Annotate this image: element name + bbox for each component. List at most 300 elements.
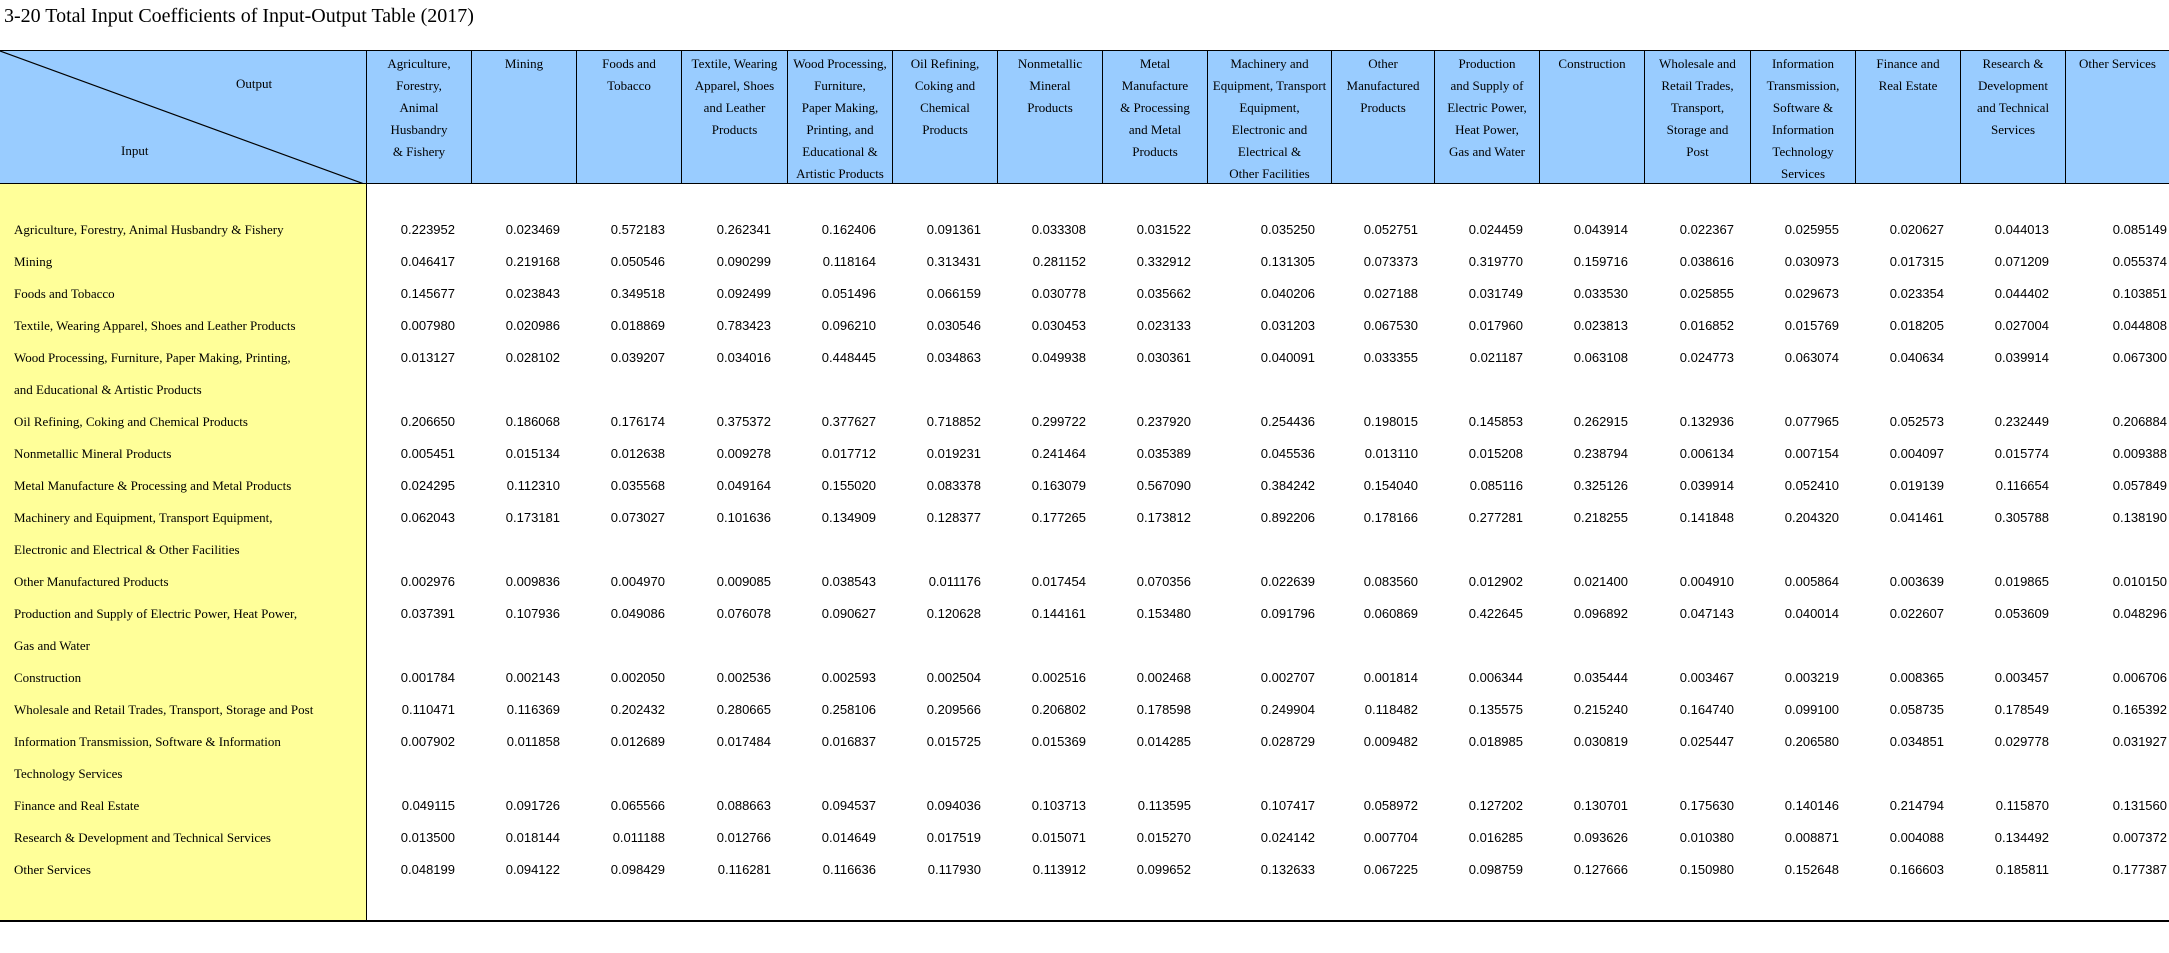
- table-cell: 0.040634: [1889, 350, 1944, 365]
- row-label: Electronic and Electrical & Other Facilities: [14, 542, 240, 557]
- table-cell: 0.025855: [1679, 286, 1734, 301]
- table-cell: 0.219168: [505, 254, 560, 269]
- table-cell: 0.002536: [716, 670, 771, 685]
- table-cell: 0.016852: [1679, 318, 1734, 333]
- table-cell: 0.017454: [1031, 574, 1086, 589]
- table-cell: 0.091726: [505, 798, 560, 813]
- table-cell: 0.022607: [1889, 606, 1944, 621]
- table-cell: 0.031203: [1260, 318, 1315, 333]
- table-cell: 0.020986: [505, 318, 560, 333]
- table-cell: 0.110471: [401, 702, 455, 717]
- table-cell: 0.013110: [1364, 446, 1418, 461]
- table-cell: 0.044013: [1994, 222, 2049, 237]
- table-cell: 0.091361: [926, 222, 981, 237]
- table-cell: 0.046417: [400, 254, 455, 269]
- table-cell: 0.055374: [2112, 254, 2167, 269]
- column-header: Other Services: [2079, 56, 2156, 71]
- corner-cell: [0, 51, 367, 183]
- table-cell: 0.892206: [1260, 510, 1315, 525]
- table-cell: 0.083378: [926, 478, 981, 493]
- table-cell: 0.009085: [716, 574, 771, 589]
- table-cell: 0.150980: [1679, 862, 1734, 877]
- table-cell: 0.015134: [505, 446, 560, 461]
- table-cell: 0.049164: [716, 478, 771, 493]
- table-cell: 0.029778: [1994, 734, 2049, 749]
- table-cell: 0.033530: [1573, 286, 1628, 301]
- table-cell: 0.145853: [1468, 414, 1523, 429]
- table-cell: 0.050546: [610, 254, 665, 269]
- column-header: Agriculture, Forestry, Animal Husbandry & Fishery: [367, 51, 472, 183]
- table-cell: 0.031927: [2112, 734, 2167, 749]
- row-label: Mining: [14, 254, 53, 269]
- table-cell: 0.178166: [1363, 510, 1418, 525]
- table-cell: 0.281152: [1032, 254, 1086, 269]
- table-cell: 0.053609: [1994, 606, 2049, 621]
- table-cell: 0.025447: [1679, 734, 1734, 749]
- table-cell: 0.043914: [1573, 222, 1628, 237]
- table-cell: 0.572183: [610, 222, 665, 237]
- table-cell: 0.015270: [1136, 830, 1191, 845]
- table-cell: 0.002593: [821, 670, 876, 685]
- table-cell: 0.002707: [1260, 670, 1315, 685]
- table-cell: 0.021400: [1573, 574, 1628, 589]
- table-cell: 0.012638: [610, 446, 665, 461]
- table-cell: 0.022639: [1260, 574, 1315, 589]
- table-cell: 0.006344: [1468, 670, 1523, 685]
- table-cell: 0.030778: [1031, 286, 1086, 301]
- table-cell: 0.090627: [821, 606, 876, 621]
- table-cell: 0.031522: [1136, 222, 1191, 237]
- table-cell: 0.164740: [1679, 702, 1734, 717]
- table-cell: 0.057849: [2112, 478, 2167, 493]
- table-cell: 0.018985: [1468, 734, 1523, 749]
- table-cell: 0.070356: [1136, 574, 1191, 589]
- row-label: Gas and Water: [14, 638, 90, 653]
- table-cell: 0.014285: [1136, 734, 1191, 749]
- table-cell: 0.015071: [1031, 830, 1086, 845]
- table-cell: 0.051496: [821, 286, 876, 301]
- table-cell: 0.023133: [1136, 318, 1191, 333]
- table-cell: 0.004970: [610, 574, 665, 589]
- table-cell: 0.015208: [1468, 446, 1523, 461]
- table-cell: 0.254436: [1260, 414, 1315, 429]
- table-cell: 0.204320: [1784, 510, 1839, 525]
- table-cell: 0.132936: [1679, 414, 1734, 429]
- table-cell: 0.094036: [926, 798, 981, 813]
- table-cell: 0.186068: [505, 414, 560, 429]
- table-cell: 0.016285: [1468, 830, 1523, 845]
- table-cell: 0.030819: [1573, 734, 1628, 749]
- table-cell: 0.040091: [1260, 350, 1315, 365]
- table-cell: 0.017519: [926, 830, 981, 845]
- table-cell: 0.206650: [400, 414, 455, 429]
- table-cell: 0.023469: [505, 222, 560, 237]
- column-header-band: [0, 50, 2169, 184]
- table-cell: 0.198015: [1363, 414, 1418, 429]
- table-cell: 0.131305: [1260, 254, 1315, 269]
- table-cell: 0.037391: [400, 606, 455, 621]
- table-cell: 0.093626: [1573, 830, 1628, 845]
- row-label: Metal Manufacture & Processing and Metal Products: [14, 478, 292, 493]
- table-cell: 0.012766: [716, 830, 771, 845]
- table-cell: 0.202432: [610, 702, 665, 717]
- table-cell: 0.076078: [716, 606, 771, 621]
- table-cell: 0.206580: [1784, 734, 1839, 749]
- table-cell: 0.116654: [1995, 478, 2049, 493]
- table-cell: 0.041461: [1889, 510, 1944, 525]
- table-cell: 0.113595: [1137, 798, 1191, 813]
- table-cell: 0.024295: [400, 478, 455, 493]
- table-cell: 0.116281: [717, 862, 771, 877]
- table-cell: 0.131560: [2112, 798, 2167, 813]
- table-cell: 0.120628: [926, 606, 981, 621]
- table-cell: 0.011188: [612, 830, 665, 845]
- table-cell: 0.044402: [1994, 286, 2049, 301]
- table-cell: 0.141848: [1679, 510, 1734, 525]
- table-cell: 0.325126: [1573, 478, 1628, 493]
- table-cell: 0.009482: [1363, 734, 1418, 749]
- table-cell: 0.017712: [821, 446, 876, 461]
- table-cell: 0.096210: [821, 318, 876, 333]
- table-cell: 0.001784: [400, 670, 455, 685]
- table-cell: 0.118164: [822, 254, 876, 269]
- table-cell: 0.384242: [1260, 478, 1315, 493]
- table-cell: 0.085116: [1469, 478, 1523, 493]
- table-cell: 0.262915: [1573, 414, 1628, 429]
- table-cell: 0.039207: [610, 350, 665, 365]
- table-cell: 0.185811: [1995, 862, 2049, 877]
- table-cell: 0.162406: [821, 222, 876, 237]
- table-cell: 0.299722: [1031, 414, 1086, 429]
- table-cell: 0.127202: [1468, 798, 1523, 813]
- table-cell: 0.280665: [716, 702, 771, 717]
- output-axis-label: Output: [236, 76, 273, 91]
- column-header: Wholesale and Retail Trades, Transport, Storage and Post: [1645, 51, 1751, 183]
- table-cell: 0.206884: [2112, 414, 2167, 429]
- table-cell: 0.017484: [716, 734, 771, 749]
- table-cell: 0.077965: [1784, 414, 1839, 429]
- table-cell: 0.173181: [505, 510, 560, 525]
- table-cell: 0.313431: [926, 254, 981, 269]
- table-cell: 0.028729: [1260, 734, 1315, 749]
- column-header: Textile, Wearing Apparel, Shoes and Leather Products: [682, 51, 788, 183]
- table-cell: 0.012689: [610, 734, 665, 749]
- table-cell: 0.332912: [1136, 254, 1191, 269]
- column-header: Research & Development and Technical Services: [1961, 51, 2066, 183]
- table-cell: 0.258106: [821, 702, 876, 717]
- table-cell: 0.098759: [1468, 862, 1523, 877]
- table-cell: 0.098429: [610, 862, 665, 877]
- table-cell: 0.048199: [400, 862, 455, 877]
- table-cell: 0.154040: [1363, 478, 1418, 493]
- table-cell: 0.117930: [927, 862, 981, 877]
- table-cell: 0.019865: [1994, 574, 2049, 589]
- table-cell: 0.034851: [1889, 734, 1944, 749]
- table-cell: 0.067225: [1363, 862, 1418, 877]
- table-cell: 0.134909: [821, 510, 876, 525]
- table-cell: 0.238794: [1573, 446, 1628, 461]
- table-cell: 0.016837: [821, 734, 876, 749]
- table-cell: 0.062043: [400, 510, 455, 525]
- table-cell: 0.088663: [716, 798, 771, 813]
- column-header: Oil Refining, Coking and Chemical Products: [893, 51, 998, 183]
- row-label: Production and Supply of Electric Power, Heat Power,: [14, 606, 298, 621]
- table-cell: 0.178549: [1994, 702, 2049, 717]
- table-cell: 0.022367: [1679, 222, 1734, 237]
- column-header: Nonmetallic Mineral Products: [998, 51, 1103, 183]
- table-cell: 0.115870: [1995, 798, 2049, 813]
- table-cell: 0.006134: [1679, 446, 1734, 461]
- table-cell: 0.034016: [716, 350, 771, 365]
- table-cell: 0.007902: [400, 734, 455, 749]
- row-label: Foods and Tobacco: [14, 286, 115, 301]
- row-label: Machinery and Equipment, Transport Equipment,: [14, 510, 273, 525]
- table-cell: 0.144161: [1031, 606, 1086, 621]
- table-cell: 0.028102: [505, 350, 560, 365]
- table-cell: 0.001814: [1363, 670, 1418, 685]
- table-cell: 0.163079: [1031, 478, 1086, 493]
- table-cell: 0.422645: [1468, 606, 1523, 621]
- table-cell: 0.377627: [821, 414, 876, 429]
- table-cell: 0.038543: [821, 574, 876, 589]
- table-cell: 0.005864: [1784, 574, 1839, 589]
- table-cell: 0.008365: [1889, 670, 1944, 685]
- table-cell: 0.031749: [1468, 286, 1523, 301]
- table-cell: 0.030546: [926, 318, 981, 333]
- table-cell: 0.113912: [1032, 862, 1086, 877]
- table-cell: 0.134492: [1994, 830, 2049, 845]
- table-cell: 0.007372: [2112, 830, 2167, 845]
- table-cell: 0.002504: [926, 670, 981, 685]
- table-cell: 0.030453: [1031, 318, 1086, 333]
- column-header: Finance and Real Estate: [1856, 51, 1961, 183]
- table-cell: 0.177265: [1031, 510, 1086, 525]
- table-cell: 0.027188: [1363, 286, 1418, 301]
- table-cell: 0.178598: [1136, 702, 1191, 717]
- table-cell: 0.009278: [716, 446, 771, 461]
- table-cell: 0.118482: [1364, 702, 1418, 717]
- table-cell: 0.023843: [505, 286, 560, 301]
- table-cell: 0.025955: [1784, 222, 1839, 237]
- table-cell: 0.023813: [1573, 318, 1628, 333]
- table-cell: 0.103851: [2112, 286, 2167, 301]
- column-header: Construction: [1540, 51, 1645, 183]
- table-cell: 0.107417: [1260, 798, 1315, 813]
- table-cell: 0.027004: [1994, 318, 2049, 333]
- table-cell: 0.018205: [1889, 318, 1944, 333]
- table-cell: 0.007980: [400, 318, 455, 333]
- table-cell: 0.175630: [1679, 798, 1734, 813]
- table-cell: 0.003467: [1679, 670, 1734, 685]
- table-cell: 0.017960: [1468, 318, 1523, 333]
- row-label: Information Transmission, Software & Information: [14, 734, 281, 749]
- table-cell: 0.063074: [1784, 350, 1839, 365]
- table-cell: 0.023354: [1889, 286, 1944, 301]
- table-cell: 0.008871: [1784, 830, 1839, 845]
- table-cell: 0.101636: [716, 510, 771, 525]
- table-cell: 0.099652: [1136, 862, 1191, 877]
- table-cell: 0.038616: [1679, 254, 1734, 269]
- table-cell: 0.039914: [1679, 478, 1734, 493]
- table-cell: 0.135575: [1468, 702, 1523, 717]
- table-cell: 0.009388: [2112, 446, 2167, 461]
- table-cell: 0.033355: [1363, 350, 1418, 365]
- table-cell: 0.035568: [610, 478, 665, 493]
- table-cell: 0.052410: [1784, 478, 1839, 493]
- row-label: Oil Refining, Coking and Chemical Products: [14, 414, 248, 429]
- table-cell: 0.166603: [1889, 862, 1944, 877]
- table-cell: 0.024142: [1260, 830, 1315, 845]
- row-label: Other Manufactured Products: [14, 574, 169, 589]
- table-cell: 0.003639: [1889, 574, 1944, 589]
- table-cell: 0.003457: [1994, 670, 2049, 685]
- table-cell: 0.015769: [1784, 318, 1839, 333]
- column-header: Other Manufactured Products: [1332, 51, 1435, 183]
- table-cell: 0.002050: [610, 670, 665, 685]
- table-cell: 0.010380: [1679, 830, 1734, 845]
- row-label: and Educational & Artistic Products: [14, 382, 202, 397]
- table-cell: 0.033308: [1031, 222, 1086, 237]
- table-cell: 0.567090: [1136, 478, 1191, 493]
- column-header: Machinery and Equipment, Transport Equipment, Electronic and Electrical & Other Facilities: [1208, 51, 1332, 183]
- row-label: Technology Services: [14, 766, 123, 781]
- table-cell: 0.049086: [610, 606, 665, 621]
- table-cell: 0.092499: [716, 286, 771, 301]
- table-cell: 0.116369: [506, 702, 560, 717]
- table-cell: 0.073373: [1363, 254, 1418, 269]
- table-cell: 0.009836: [505, 574, 560, 589]
- table-cell: 0.015725: [926, 734, 981, 749]
- input-axis-label: Input: [121, 143, 149, 158]
- table-cell: 0.035662: [1136, 286, 1191, 301]
- corner-diagonal-line: [0, 51, 367, 185]
- table-cell: 0.049938: [1031, 350, 1086, 365]
- table-cell: 0.071209: [1994, 254, 2049, 269]
- table-cell: 0.214794: [1889, 798, 1944, 813]
- table-cell: 0.127666: [1573, 862, 1628, 877]
- table-cell: 0.024459: [1468, 222, 1523, 237]
- table-cell: 0.047143: [1679, 606, 1734, 621]
- table-cell: 0.003219: [1784, 670, 1839, 685]
- table-cell: 0.005451: [400, 446, 455, 461]
- table-cell: 0.020627: [1889, 222, 1944, 237]
- table-cell: 0.035444: [1573, 670, 1628, 685]
- table-cell: 0.052573: [1889, 414, 1944, 429]
- table-cell: 0.040206: [1260, 286, 1315, 301]
- table-cell: 0.718852: [926, 414, 981, 429]
- table-cell: 0.002516: [1031, 670, 1086, 685]
- table-cell: 0.015774: [1994, 446, 2049, 461]
- table-cell: 0.058735: [1889, 702, 1944, 717]
- table-cell: 0.004910: [1679, 574, 1734, 589]
- table-cell: 0.094537: [821, 798, 876, 813]
- table-cell: 0.218255: [1573, 510, 1628, 525]
- table-cell: 0.140146: [1784, 798, 1839, 813]
- table-cell: 0.107936: [505, 606, 560, 621]
- table-cell: 0.091796: [1260, 606, 1315, 621]
- table-cell: 0.177387: [2112, 862, 2167, 877]
- table-cell: 0.176174: [610, 414, 665, 429]
- table-cell: 0.215240: [1573, 702, 1628, 717]
- row-label: Wood Processing, Furniture, Paper Making, Printing,: [14, 350, 291, 365]
- table-cell: 0.305788: [1994, 510, 2049, 525]
- table-cell: 0.007154: [1784, 446, 1839, 461]
- table-cell: 0.232449: [1994, 414, 2049, 429]
- table-cell: 0.002976: [400, 574, 455, 589]
- table-cell: 0.375372: [716, 414, 771, 429]
- table-cell: 0.237920: [1136, 414, 1191, 429]
- table-cell: 0.007704: [1363, 830, 1418, 845]
- table-cell: 0.015369: [1031, 734, 1086, 749]
- table-cell: 0.013500: [400, 830, 455, 845]
- table-cell: 0.173812: [1136, 510, 1191, 525]
- row-label: Nonmetallic Mineral Products: [14, 446, 172, 461]
- column-header: Mining: [472, 51, 577, 183]
- table-cell: 0.004097: [1889, 446, 1944, 461]
- row-label: Other Services: [14, 862, 91, 877]
- table-cell: 0.049115: [401, 798, 455, 813]
- table-cell: 0.006706: [2112, 670, 2167, 685]
- row-label: Agriculture, Forestry, Animal Husbandry & Fishery: [14, 222, 284, 237]
- table-cell: 0.039914: [1994, 350, 2049, 365]
- table-cell: 0.045536: [1260, 446, 1315, 461]
- table-cell: 0.058972: [1363, 798, 1418, 813]
- table-cell: 0.067530: [1363, 318, 1418, 333]
- table-cell: 0.094122: [505, 862, 560, 877]
- table-cell: 0.029673: [1784, 286, 1839, 301]
- table-cell: 0.249904: [1260, 702, 1315, 717]
- table-cell: 0.019139: [1889, 478, 1944, 493]
- column-header: Metal Manufacture & Processing and Metal Products: [1103, 51, 1208, 183]
- column-header: Wood Processing, Furniture, Paper Making, Printing, and Educational & Artistic Products: [788, 51, 893, 183]
- table-cell: 0.277281: [1468, 510, 1523, 525]
- table-cell: 0.448445: [821, 350, 876, 365]
- table-cell: 0.319770: [1468, 254, 1523, 269]
- table-cell: 0.083560: [1363, 574, 1418, 589]
- table-cell: 0.262341: [716, 222, 771, 237]
- table-title: 3-20 Total Input Coefficients of Input-Output Table (2017): [4, 5, 474, 27]
- row-label: Finance and Real Estate: [14, 798, 140, 813]
- column-header: Information Transmission, Software & Information Technology Services: [1751, 51, 1856, 183]
- table-cell: 0.065566: [610, 798, 665, 813]
- table-cell: 0.011858: [506, 734, 560, 749]
- table-cell: 0.223952: [400, 222, 455, 237]
- table-cell: 0.138190: [2112, 510, 2167, 525]
- table-cell: 0.063108: [1573, 350, 1628, 365]
- table-cell: 0.209566: [926, 702, 981, 717]
- table-cell: 0.155020: [821, 478, 876, 493]
- row-label: Research & Development and Technical Services: [14, 830, 271, 845]
- table-cell: 0.067300: [2112, 350, 2167, 365]
- table-cell: 0.044808: [2112, 318, 2167, 333]
- table-cell: 0.060869: [1363, 606, 1418, 621]
- table-cell: 0.128377: [926, 510, 981, 525]
- table-cell: 0.132633: [1260, 862, 1315, 877]
- row-label: Textile, Wearing Apparel, Shoes and Leather Products: [14, 318, 296, 333]
- table-cell: 0.116636: [822, 862, 876, 877]
- table-cell: 0.004088: [1889, 830, 1944, 845]
- table-cell: 0.096892: [1573, 606, 1628, 621]
- table-cell: 0.002468: [1136, 670, 1191, 685]
- row-label: Wholesale and Retail Trades, Transport, Storage and Post: [14, 702, 314, 717]
- row-label: Construction: [14, 670, 82, 685]
- table-cell: 0.206802: [1031, 702, 1086, 717]
- table-cell: 0.099100: [1784, 702, 1839, 717]
- table-cell: 0.034863: [926, 350, 981, 365]
- table-cell: 0.153480: [1136, 606, 1191, 621]
- table-cell: 0.010150: [2112, 574, 2167, 589]
- table-cell: 0.152648: [1784, 862, 1839, 877]
